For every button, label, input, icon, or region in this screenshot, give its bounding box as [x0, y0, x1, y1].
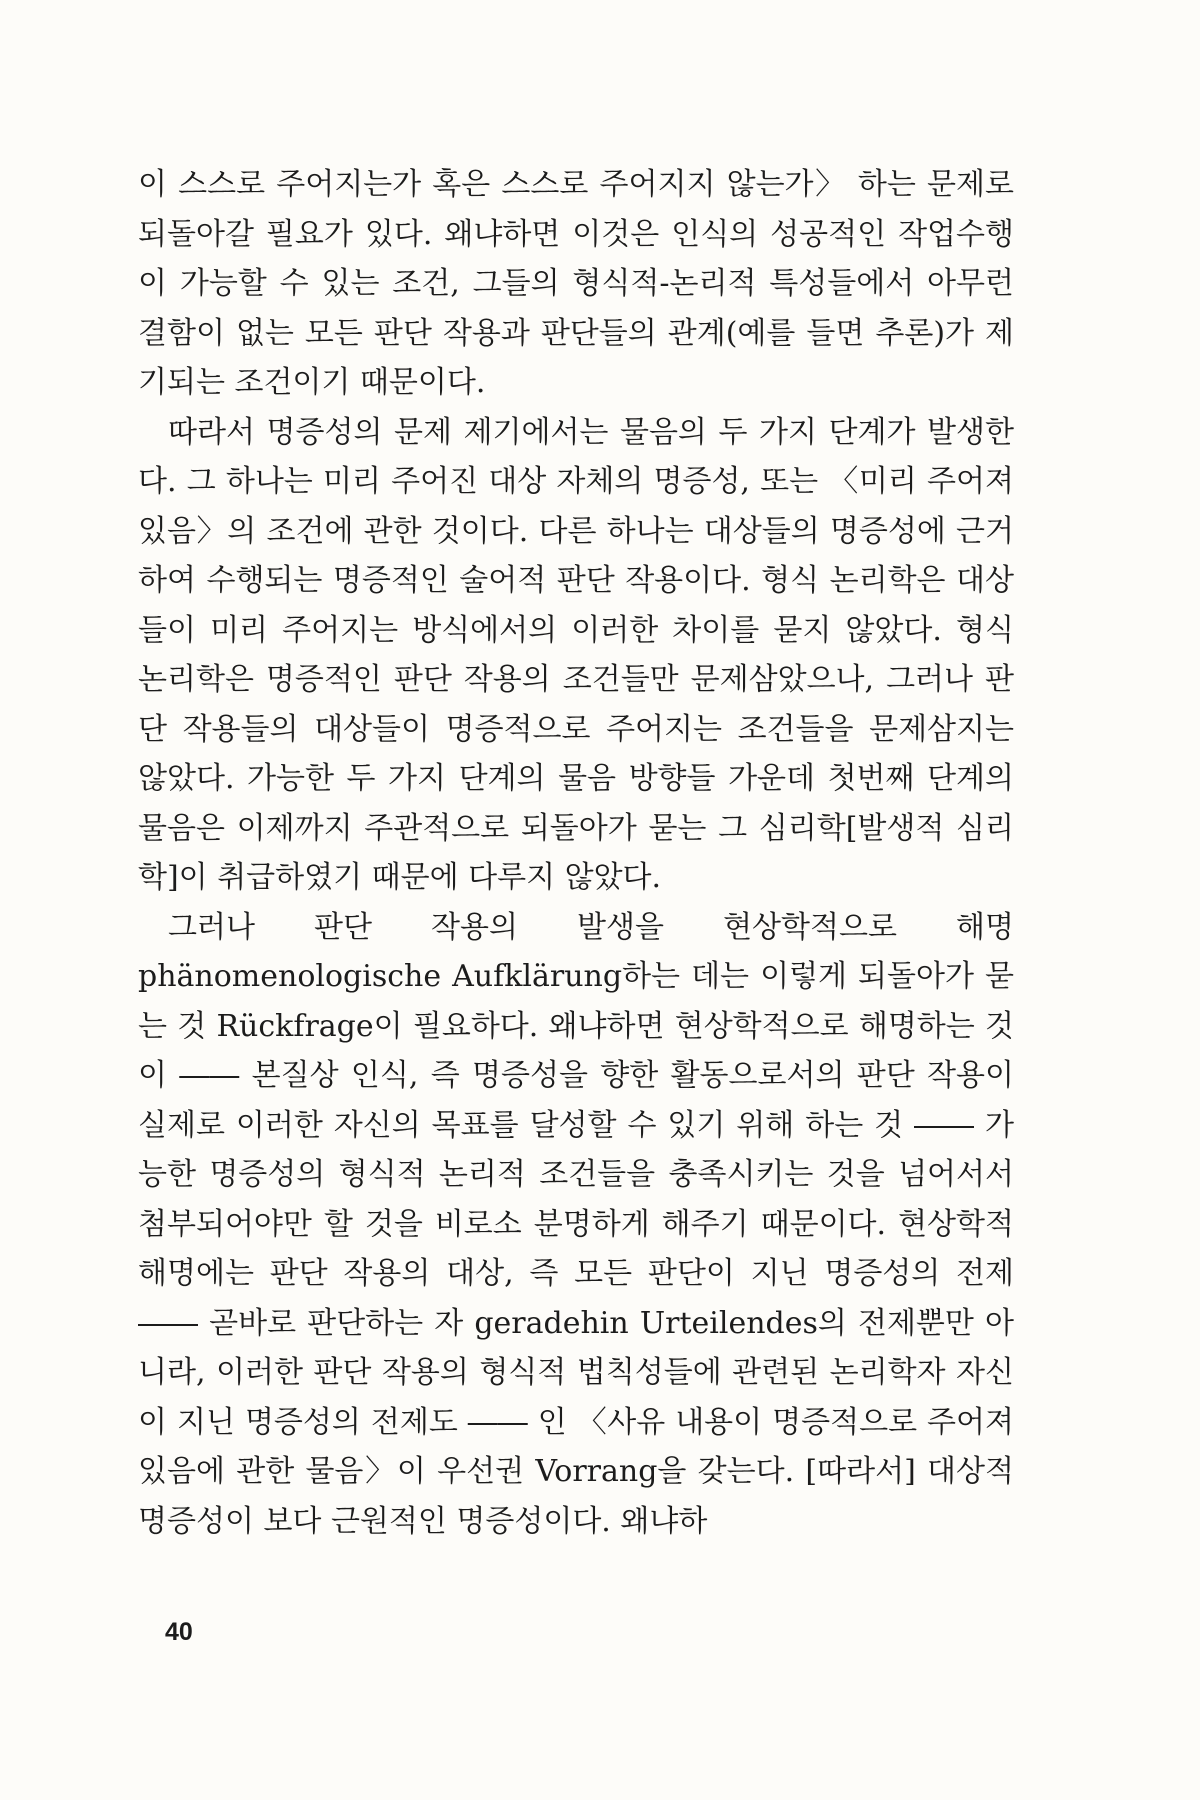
body-text: [138, 160, 1014, 1546]
paragraph-evidence-stages: 따라서 명증성의 문제 제기에서는 물음의 두 가지 단계가 발생한다. 그 하나는 미리 주어진 대상 자체의 명증성, 또는 〈미리 주어져 있음〉의 조건에 관한 것이다. 다른 하나는 대상들의 명증성에 근거하여 수행되는 명증적인 술어적 판단 작용이다. 형식 논리학은 대상들이 미리 주어지는 방식에서의 이러한 차이를 묻지 않았다. 형식 논리학은 명증적인 판단 작용의 조건들만 문제삼았으나, 그러나 판단 작용들의 대상들이 명증적으로 주어지는 조건들을 문제삼지는 않았다. 가능한 두 가지 단계의 물음 방향들 가운데 첫번째 단계의 물음은 이제까지 주관적으로 되돌아가 묻는 그 심리학[발생적 심리학]이 취급하였기 때문에 다루지 않았다.: [138, 414, 1014, 895]
paragraph-continued: 이 스스로 주어지는가 혹은 스스로 주어지지 않는가〉 하는 문제로 되돌아갈 필요가 있다. 왜냐하면 이것은 인식의 성공적인 작업수행이 가능할 수 있는 조건, 그들의 형식적-논리적 특성들에서 아무런 결함이 없는 모든 판단 작용과 판단들의 관계(예를 들면 추론)가 제기되는 조건이기 때문이다.: [138, 167, 1014, 400]
paragraph-phenomenological-clarification: 그러나 판단 작용의 발생을 현상학적으로 해명 phänomenologische Aufklärung하는 데는 이렇게 되돌아가 묻는 것 Rückfrage이 필요하다. 왜냐하면 현상학적으로 해명하는 것이 ―― 본질상 인식, 즉 명증성을 향한 활동으로서의 판단 작용이 실제로 이러한 자신의 목표를 달성할 수 있기 위해 하는 것 ―― 가능한 명증성의 형식적 논리적 조건들을 충족시키는 것을 넘어서서 첨부되어야만 할 것을 비로소 분명하게 해주기 때문이다. 현상학적 해명에는 판단 작용의 대상, 즉 모든 판단이 지닌 명증성의 전제 ―― 곧바로 판단하는 자 geradehin Urteilendes의 전제뿐만 아니라, 이러한 판단 작용의 형식적 법칙성들에 관련된 논리학자 자신이 지닌 명증성의 전제도 ―― 인 〈사유 내용이 명증적으로 주어져 있음에 관한 물음〉이 우선권 Vorrang을 갖는다. [따라서] 대상적 명증성이 보다 근원적인 명증성이다. 왜냐하: [138, 909, 1014, 1539]
page-number: 40: [165, 1618, 193, 1646]
